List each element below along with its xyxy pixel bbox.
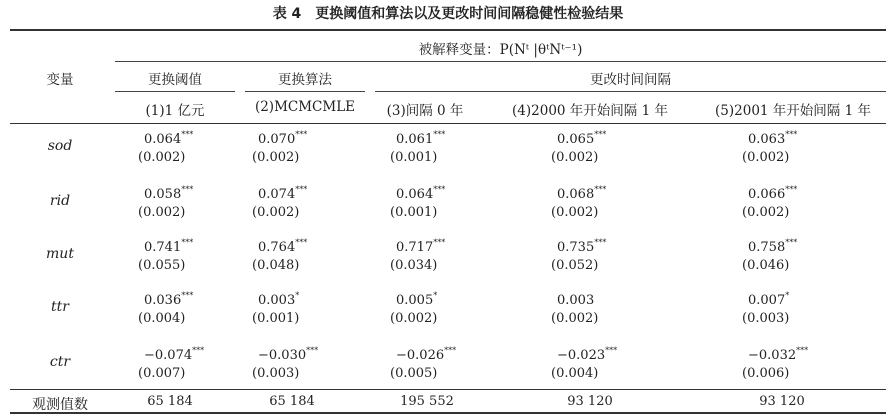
significance-stars: *** — [295, 185, 308, 194]
significance-stars: *** — [306, 346, 319, 355]
significance-stars: *** — [594, 185, 607, 194]
significance-stars: *** — [444, 346, 457, 355]
col-header-4: (4)2000 年开始间隔 1 年 — [512, 103, 668, 119]
coefficient-cell — [557, 238, 606, 255]
variable-mut: mut — [46, 246, 74, 262]
coefficient-value: 0.065 — [557, 132, 595, 147]
standard-error-cell: (0.002) — [742, 150, 790, 165]
coefficient-value: −0.032 — [748, 348, 797, 363]
coefficient-cell — [258, 130, 307, 147]
coefficient-cell — [557, 346, 617, 363]
coefficient-value: 0.735 — [557, 240, 595, 255]
coefficient-cell — [748, 130, 797, 147]
coefficient-cell — [396, 238, 445, 255]
coefficient-value: 0.058 — [144, 187, 182, 202]
coefficient-cell — [258, 346, 318, 363]
variable-ctr: ctr — [49, 354, 71, 370]
coefficient-value: 0.063 — [748, 132, 786, 147]
standard-error-cell: (0.005) — [390, 366, 438, 381]
standard-error-cell: (0.052) — [551, 258, 599, 273]
standard-error-cell: (0.048) — [252, 258, 300, 273]
coefficient-value: 0.061 — [396, 132, 434, 147]
coefficient-cell — [258, 238, 307, 255]
coefficient-cell — [748, 291, 789, 308]
coefficient-value: 0.036 — [144, 293, 182, 308]
standard-error-cell: (0.002) — [138, 205, 186, 220]
bottom-rule — [10, 412, 886, 414]
significance-stars: *** — [295, 130, 308, 139]
table-title: 表 4 更换阈值和算法以及更改时间间隔稳健性检验结果 — [272, 6, 624, 22]
coefficient-value: 0.005 — [396, 293, 434, 308]
obs-label: 观测值数 — [32, 397, 88, 413]
significance-stars: *** — [295, 238, 308, 247]
standard-error-cell: (0.003) — [252, 366, 300, 381]
coefficient-value: 0.003 — [557, 293, 595, 308]
group-rule-2 — [245, 91, 365, 92]
group-algorithm: 更换算法 — [278, 72, 332, 88]
significance-stars: *** — [433, 130, 446, 139]
group-interval: 更改时间间隔 — [590, 72, 671, 88]
coefficient-cell — [258, 291, 299, 308]
standard-error-cell: (0.004) — [551, 366, 599, 381]
standard-error-cell: (0.001) — [390, 150, 438, 165]
coefficient-cell — [144, 346, 204, 363]
coefficient-cell — [748, 346, 808, 363]
significance-stars: *** — [433, 185, 446, 194]
obs-value-4: 93 120 — [567, 394, 613, 409]
coefficient-value: −0.074 — [144, 348, 193, 363]
significance-stars: *** — [181, 185, 194, 194]
coefficient-value: 0.068 — [557, 187, 595, 202]
significance-stars: * — [295, 291, 300, 300]
col-header-1: (1)1 亿元 — [145, 103, 205, 119]
coefficient-value: 0.741 — [144, 240, 182, 255]
standard-error-cell: (0.007) — [138, 366, 186, 381]
coefficient-cell — [396, 130, 445, 147]
significance-stars: *** — [594, 130, 607, 139]
coefficient-cell — [748, 238, 797, 255]
coefficient-value: −0.026 — [396, 348, 445, 363]
coefficient-value: 0.074 — [258, 187, 296, 202]
coefficient-value: 0.070 — [258, 132, 296, 147]
coefficient-cell — [144, 130, 193, 147]
standard-error-cell: (0.002) — [742, 205, 790, 220]
significance-stars: *** — [594, 238, 607, 247]
group-threshold: 更换阈值 — [148, 72, 202, 88]
coefficient-cell — [396, 346, 456, 363]
standard-error-cell: (0.001) — [252, 311, 300, 326]
significance-stars: *** — [181, 291, 194, 300]
coefficient-cell — [557, 291, 594, 308]
significance-stars: *** — [181, 238, 194, 247]
coefficient-cell — [144, 238, 193, 255]
col-header-3: (3)间隔 0 年 — [386, 103, 464, 119]
coefficient-cell — [144, 185, 193, 202]
significance-stars: *** — [796, 346, 809, 355]
variable-rid: rid — [49, 193, 71, 209]
col-header-5: (5)2001 年开始间隔 1 年 — [715, 103, 871, 119]
standard-error-cell: (0.002) — [551, 205, 599, 220]
coefficient-value: 0.007 — [748, 293, 786, 308]
group-rule-1 — [115, 91, 235, 92]
coefficient-value: 0.758 — [748, 240, 786, 255]
obs-value-1: 65 184 — [147, 394, 193, 409]
coefficient-cell — [557, 130, 606, 147]
significance-stars: *** — [785, 238, 798, 247]
significance-stars: *** — [192, 346, 205, 355]
standard-error-cell: (0.046) — [742, 258, 790, 273]
standard-error-cell: (0.002) — [252, 205, 300, 220]
dependent-rule — [115, 61, 886, 62]
coefficient-value: 0.717 — [396, 240, 434, 255]
coefficient-value: 0.764 — [258, 240, 296, 255]
standard-error-cell: (0.002) — [390, 311, 438, 326]
obs-value-5: 93 120 — [759, 394, 805, 409]
coefficient-value: 0.064 — [144, 132, 182, 147]
standard-error-cell: (0.002) — [252, 150, 300, 165]
coefficient-cell — [396, 291, 437, 308]
coefficient-value: −0.030 — [258, 348, 307, 363]
coefficient-cell — [557, 185, 606, 202]
standard-error-cell: (0.002) — [138, 150, 186, 165]
dependent-variable-header: 被解释变量：P(Nᵗ |θᵗNᵗ⁻¹) — [418, 42, 583, 58]
group-rule-3 — [375, 91, 886, 92]
coefficient-value: 0.003 — [258, 293, 296, 308]
coefficient-value: 0.064 — [396, 187, 434, 202]
variable-ttr: ttr — [51, 299, 69, 315]
significance-stars: * — [433, 291, 438, 300]
obs-rule — [10, 389, 886, 390]
significance-stars: *** — [181, 130, 194, 139]
significance-stars: *** — [785, 185, 798, 194]
standard-error-cell: (0.055) — [138, 258, 186, 273]
standard-error-cell: (0.004) — [138, 311, 186, 326]
col-header-2: (2)MCMCMLE — [254, 99, 356, 115]
significance-stars: *** — [785, 130, 798, 139]
variable-sod: sod — [47, 138, 73, 154]
coefficient-cell — [396, 185, 445, 202]
variable-header: 变量 — [46, 72, 74, 88]
standard-error-cell: (0.002) — [551, 311, 599, 326]
coefficient-cell — [144, 291, 193, 308]
obs-value-3: 195 552 — [400, 394, 454, 409]
coefficient-cell — [748, 185, 797, 202]
header-rule — [10, 123, 886, 124]
significance-stars: * — [785, 291, 790, 300]
coefficient-value: 0.066 — [748, 187, 786, 202]
coefficient-cell — [258, 185, 307, 202]
coefficient-value: −0.023 — [557, 348, 606, 363]
standard-error-cell: (0.034) — [390, 258, 438, 273]
standard-error-cell: (0.001) — [390, 205, 438, 220]
standard-error-cell: (0.003) — [742, 311, 790, 326]
significance-stars: *** — [433, 238, 446, 247]
standard-error-cell: (0.002) — [551, 150, 599, 165]
top-rule — [10, 29, 886, 31]
standard-error-cell: (0.006) — [742, 366, 790, 381]
significance-stars: *** — [605, 346, 618, 355]
obs-value-2: 65 184 — [269, 394, 315, 409]
